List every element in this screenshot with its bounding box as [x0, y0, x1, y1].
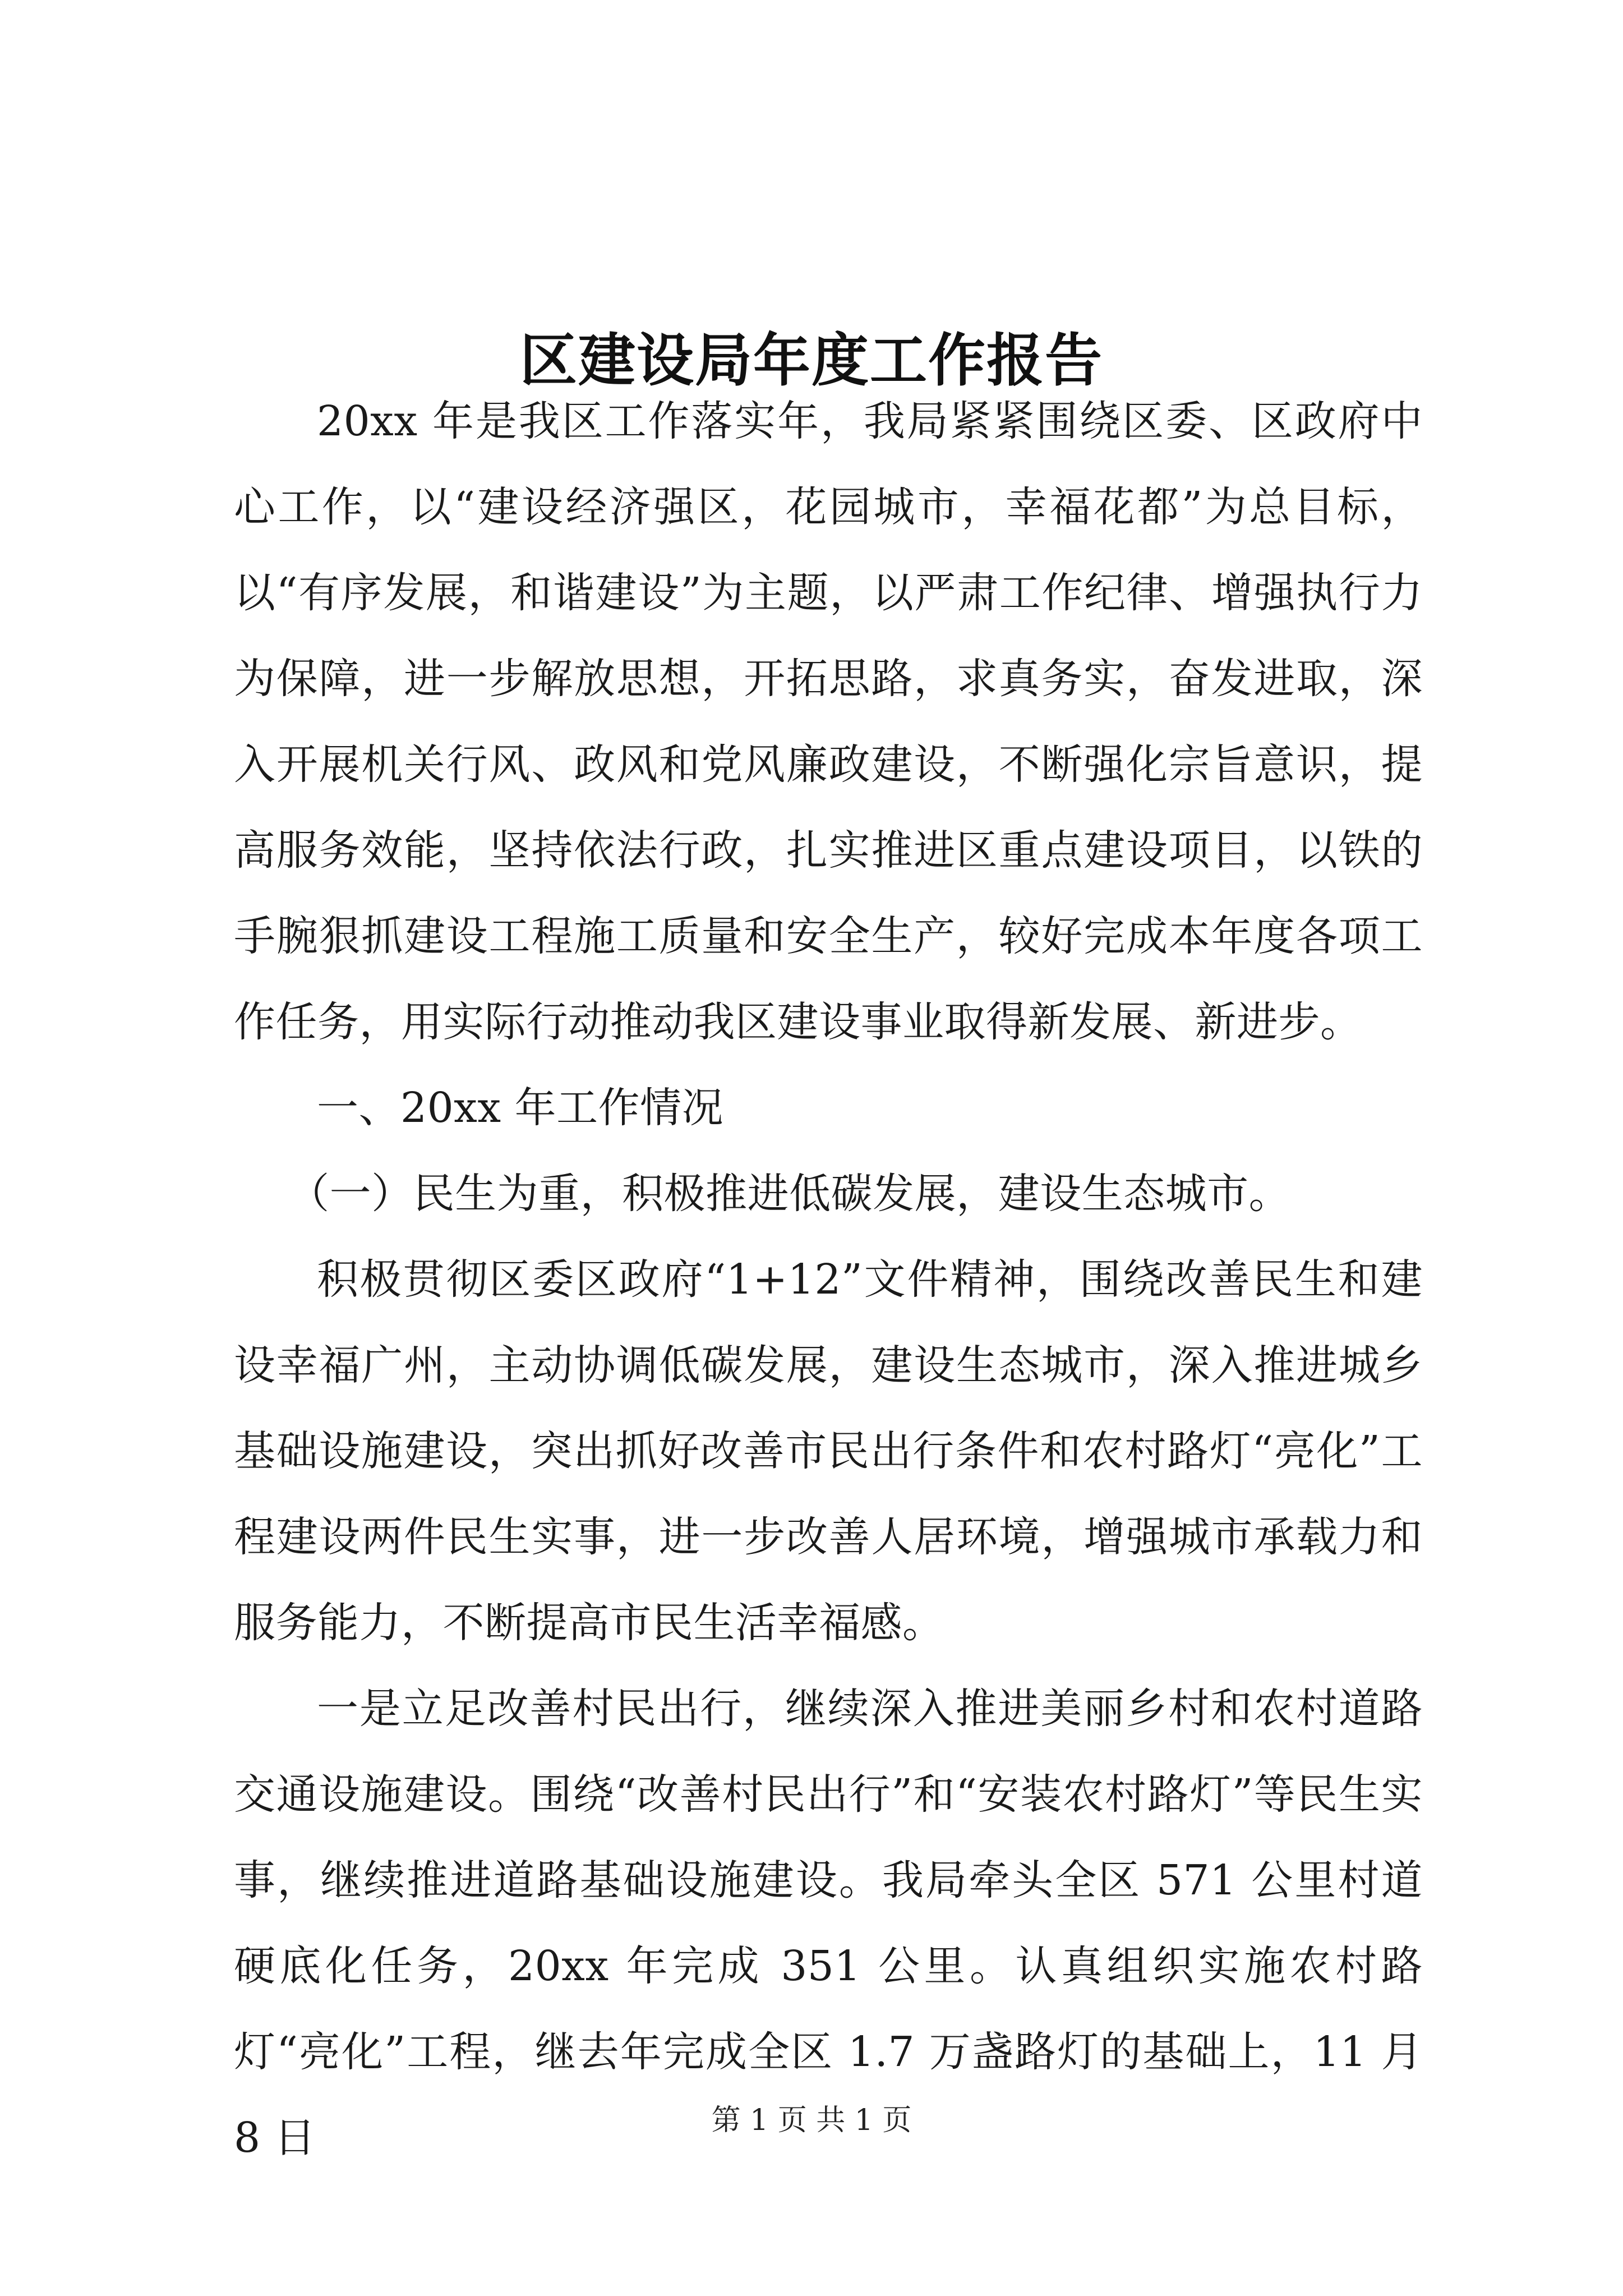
- section-heading: 一、20xx 年工作情况: [317, 1084, 724, 1132]
- body-paragraph: 一是立足改善村民出行，继续深入推进美丽乡村和农村道路交通设施建设。围绕“改善村民出行”和“安装农村路灯”等民生实事，继续推进道路基础设施建设。我局牵头全区 571 公里村道硬底化任务，20xx 年完成 351 公里。认真组织实施农村路灯“亮化”工程，继去年完成全区 1.7 万盏路灯的基础上，11 月 8 日: [234, 1685, 1423, 2162]
- intro-paragraph: 20xx 年是我区工作落实年，我局紧紧围绕区委、区政府中心工作，以“建设经济强区，花园城市，幸福花都”为总目标，以“有序发展，和谐建设”为主题，以严肃工作纪律、增强执行力为保障，进一步解放思想，开拓思路，求真务实，奋发进取，深入开展机关行风、政风和党风廉政建设，不断强化宗旨意识，提高服务效能，坚持依法行政，扎实推进区重点建设项目，以铁的手腕狠抓建设工程施工质量和安全生产，较好完成本年度各项工作任务，用实际行动推动我区建设事业取得新发展、新进步。: [234, 397, 1423, 1046]
- document-title: 区建设局年度工作报告: [520, 327, 1103, 395]
- page-footer: 第 1 页 共 1 页: [711, 2104, 912, 2137]
- body-paragraph: 积极贯彻区委区政府“1+12”文件精神，围绕改善民生和建设幸福广州，主动协调低碳发展，建设生态城市，深入推进城乡基础设施建设，突出抓好改善市民出行条件和农村路灯“亮化”工程建设两件民生实事，进一步改善人居环境，增强城市承载力和服务能力，不断提高市民生活幸福感。: [234, 1255, 1423, 1647]
- document-body: [234, 379, 1423, 2181]
- subsection-heading: （一）民生为重，积极推进低碳发展，建设生态城市。: [288, 1170, 1291, 1218]
